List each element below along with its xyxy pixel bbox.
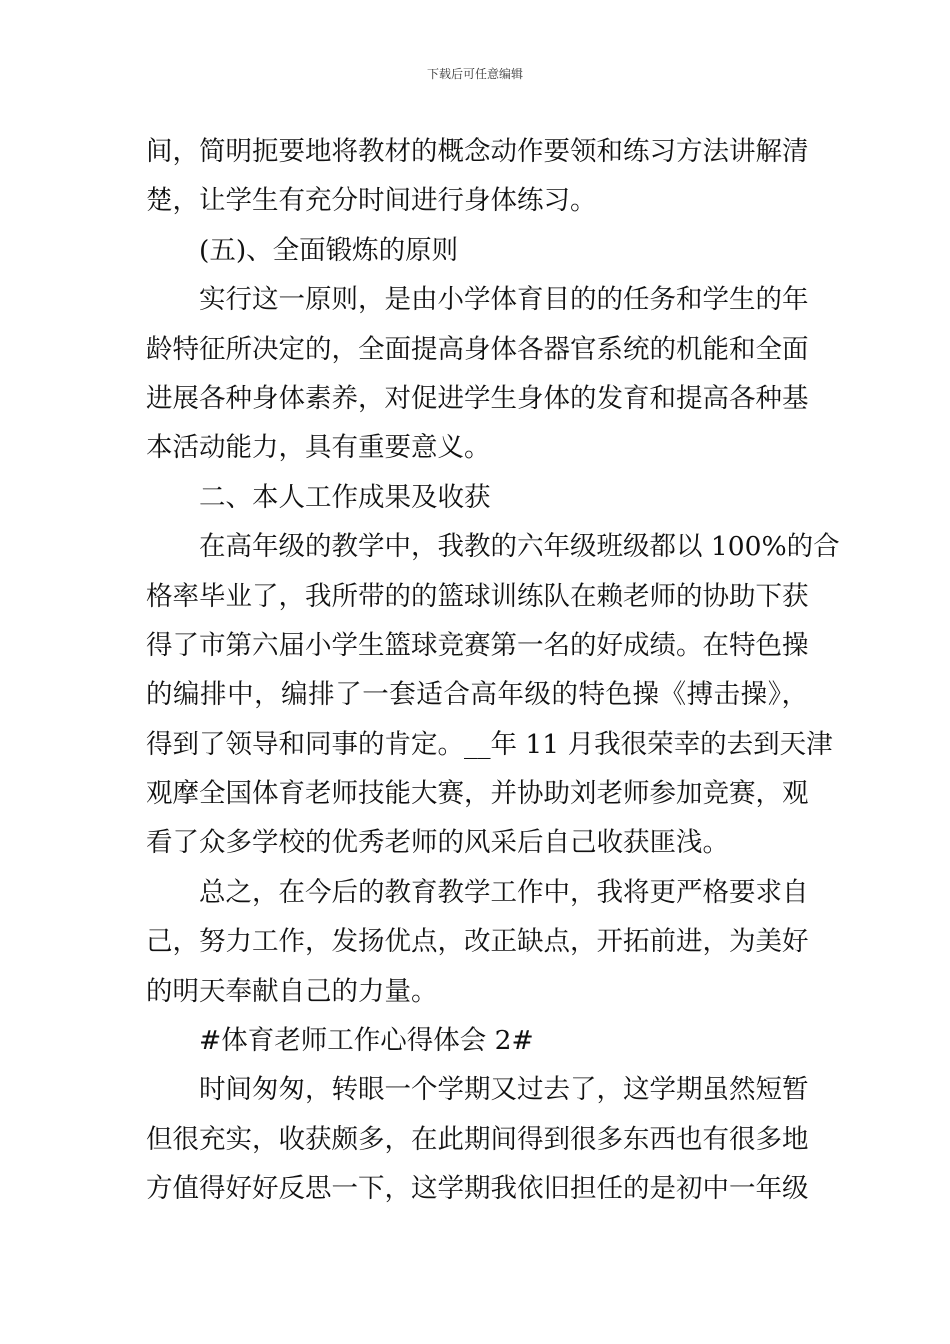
text-line: 龄特征所决定的，全面提高身体各器官系统的机能和全面 xyxy=(146,333,809,365)
text-line: 总之，在今后的教育教学工作中，我将更严格要求自 xyxy=(199,876,809,908)
text-line: 得到了领导和同事的肯定。__年 11 月我很荣幸的去到天津 xyxy=(146,728,833,760)
text-line: 方值得好好反思一下，这学期我依旧担任的是初中一年级 xyxy=(146,1173,809,1205)
text-line: 格率毕业了，我所带的的篮球训练队在赖老师的协助下获 xyxy=(146,580,809,612)
text-line: 进展各种身体素养，对促进学生身体的发育和提高各种基 xyxy=(146,382,809,414)
text-line: 楚，让学生有充分时间进行身体练习。 xyxy=(146,185,597,217)
text-line: (五)、全面锻炼的原则 xyxy=(199,234,459,266)
text-line: 实行这一原则，是由小学体育目的的任务和学生的年 xyxy=(199,284,809,316)
text-line: 得了市第六届小学生篮球竞赛第一名的好成绩。在特色操 xyxy=(146,629,809,661)
text-line: #体育老师工作心得体会 2# xyxy=(199,1025,534,1057)
text-line: 间，简明扼要地将教材的概念动作要领和练习方法讲解清 xyxy=(146,136,809,167)
text-line: 本活动能力，具有重要意义。 xyxy=(146,432,491,464)
text-line: 的编排中，编排了一套适合高年级的特色操《搏击操》， xyxy=(146,679,808,711)
text-line: 但很充实，收获颇多，在此期间得到很多东西也有很多地 xyxy=(146,1123,809,1155)
text-line: 在高年级的教学中，我教的六年级班级都以 100%的合 xyxy=(199,531,840,563)
document-body xyxy=(146,127,840,1214)
page-header: 下载后可任意编辑 xyxy=(426,67,523,81)
text-line: 时间匆匆，转眼一个学期又过去了，这学期虽然短暂 xyxy=(199,1074,809,1106)
text-line: 己，努力工作，发扬优点，改正缺点，开拓前进，为美好 xyxy=(146,926,809,958)
text-line: 观摩全国体育老师技能大赛，并协助刘老师参加竞赛，观 xyxy=(146,778,809,810)
text-line: 二、本人工作成果及收获 xyxy=(199,481,491,513)
text-line: 的明天奉献自己的力量。 xyxy=(146,975,438,1007)
text-line: 看了众多学校的优秀老师的风采后自己收获匪浅。 xyxy=(146,827,729,859)
